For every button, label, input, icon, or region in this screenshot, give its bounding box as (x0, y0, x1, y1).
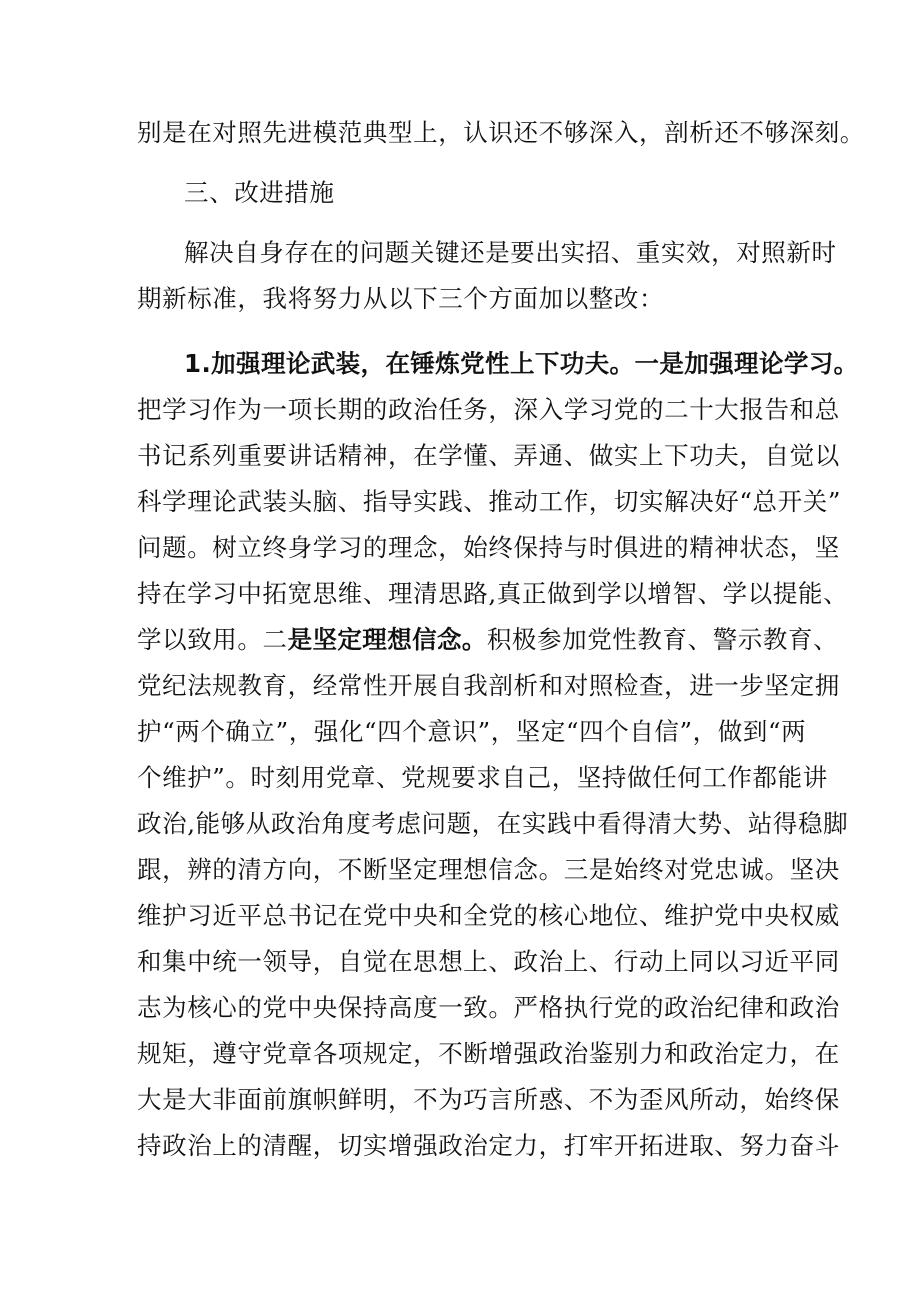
bold-phrase-firm-ideals: 是坚定理想信念。 (287, 625, 487, 654)
body-line-4: 期新标准，我将努力从以下三个方面加以整改： (137, 284, 665, 313)
subsection-heading-1: 1.加强理论武装，在锤炼党性上下功夫。一是加强理论学习。 (184, 349, 859, 378)
body-line-9: 问题。树立终身学习的理念，始终保持与时俱进的精神状态，坚 (137, 533, 840, 562)
body-line-10: 持在学习中拓宽思维、理清思路,真正做到学以增智、学以提能、 (137, 579, 849, 608)
body-line-11-end: 积极参加党性教育、警示教育、 (486, 625, 839, 654)
body-line-17: 维护习近平总书记在党中央和全党的核心地位、维护党中央权威 (137, 901, 840, 930)
body-line-19: 志为核心的党中央保持高度一致。严格执行党的政治纪律和政治 (137, 993, 840, 1022)
body-line-20: 规矩，遵守党章各项规定，不断增强政治鉴别力和政治定力，在 (137, 1039, 840, 1068)
body-line-21: 大是大非面前旗帜鲜明，不为巧言所惑、不为歪风所动，始终保 (137, 1085, 840, 1114)
body-line-1: 别是在对照先进模范典型上，认识还不够深入，剖析还不够深刻。 (137, 118, 865, 147)
body-line-14: 个维护”。时刻用党章、党规要求自己，坚持做任何工作都能讲 (137, 763, 828, 792)
body-line-6: 把学习作为一项长期的政治任务，深入学习党的二十大报告和总 (137, 395, 840, 424)
body-line-3: 解决自身存在的问题关键还是要出实招、重实效，对照新时 (184, 238, 837, 267)
body-line-15: 政治,能够从政治角度考虑问题，在实践中看得清大势、站得稳脚 (137, 809, 849, 838)
body-line-7: 书记系列重要讲话精神，在学懂、弄通、做实上下功夫，自觉以 (137, 441, 840, 470)
body-line-11 (137, 620, 838, 660)
body-line-13: 护“两个确立”，强化“四个意识”，坚定“四个自信”，做到“两 (137, 717, 807, 746)
body-line-16: 跟，辨的清方向，不断坚定理想信念。三是始终对党忠诚。坚决 (137, 855, 840, 884)
body-line-12: 党纪法规教育，经常性开展自我剖析和对照检查，进一步坚定拥 (137, 671, 840, 700)
body-line-11-start: 学以致用。二 (137, 625, 288, 654)
section-heading: 三、改进措施 (184, 178, 335, 207)
body-line-22: 持政治上的清醒，切实增强政治定力，打牢开拓进取、努力奋斗 (137, 1131, 840, 1160)
body-line-18: 和集中统一领导，自觉在思想上、政治上、行动上同以习近平同 (137, 947, 840, 976)
body-line-8: 科学理论武装头脑、指导实践、推动工作，切实解决好“总开关” (137, 487, 841, 516)
